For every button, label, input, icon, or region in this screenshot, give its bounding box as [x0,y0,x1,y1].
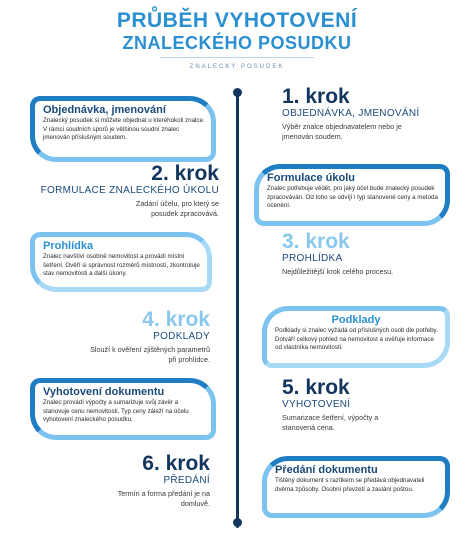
step-description: Výběr znalce objednavatelem nebo je jmenován soudem. [282,122,402,141]
step-1 [282,86,462,142]
step-number: 6. krok [142,452,210,475]
step-description: Zadání účelu, pro který se posudek zpracovává. [135,199,219,218]
step-label: OBJEDNÁVKA, JMENOVÁNÍ [282,108,420,119]
card-title: Vyhotovení dokumentu [43,386,165,398]
card-text: Znalec potřebuje vědět, pro jaký účel bude znalecký posudek zpracováván. Od toho se odvíjí i typ stanovené ceny a metoda ocenění. [267,185,438,210]
card-text: Znalec provádí výpočty a sumarizuje svůj závěr a stanovuje cenu nemovitosti. Typ ceny záleží na účelu vyhotovení znaleckého posudku. [43,399,189,424]
timeline-dot [233,88,242,97]
step-4 [30,309,210,365]
step-number: 1. krok [282,85,350,108]
card-text: Znalec navštíví osobně nemovitost a provádí místní šetření. Ověří si správnost rozměrů místností, zkontroluje stav nemovitosti a další úkony. [43,253,200,278]
timeline-line [236,92,239,528]
step-label: FORMULACE ZNALECKÉHO ÚKOLU [40,185,219,196]
subtitle-divider [160,57,314,58]
card-text: Podklady si znalec vyžádá od příslušných osob dle potřeby. Dotváří celkový pohled na nemovitost a ověřuje informace od vlastníka nemovitosti. [275,327,438,352]
step-number: 5. krok [282,376,350,399]
step-5 [282,377,452,433]
card-text: Znalecký posudek si můžete objednat u kteréhokoli znalce. V rámci soudních sporů je většinou soudní znalec jmenován příslušným soudem. [43,117,205,142]
page-title: PRŮBĚH VYHOTOVENÍ [116,9,358,32]
card-predani [262,456,450,518]
step-label: VYHOTOVENÍ [282,399,351,410]
timeline-dot [233,518,242,527]
step-label: PROHLÍDKA [282,253,343,264]
header [0,10,474,53]
step-6 [40,453,210,509]
card-title: Formulace úkolu [267,172,356,184]
card-title: Prohlídka [43,240,94,252]
step-number: 2. krok [151,162,219,185]
step-number: 4. krok [142,308,210,331]
step-label: PŘEDÁNÍ [163,475,210,486]
step-description: Termín a forma předání je na domluvě. [117,489,210,508]
card-text: Tištěný dokument s razítkem se předává objednavateli dvěma způsoby. Osobní převzetí a zaslání poštou. [275,477,425,493]
card-vyhotoveni [30,378,216,440]
step-label: PODKLADY [153,331,210,342]
card-podklady [262,306,450,368]
card-title: Předání dokumentu [275,464,378,476]
subtitle: ZNALECKÝ POSUDEK [189,64,285,70]
step-3 [282,231,452,277]
card-objednavka [30,96,216,162]
card-formulace [254,164,450,226]
step-description: Sumarizace šetření, výpočty a stanovená cena. [282,413,379,432]
step-description: Slouží k ověření zjištěných parametrů při prohlídce. [90,345,210,364]
card-prohlidka [30,232,212,292]
page-title-line2: ZNALECKÉHO POSUDKU [122,33,352,53]
step-description: Nejdůležitější krok celého procesu. [282,267,394,276]
step-number: 3. krok [282,230,350,253]
card-title: Objednávka, jmenování [43,104,166,116]
step-2 [14,163,219,219]
card-title: Podklady [331,314,381,326]
